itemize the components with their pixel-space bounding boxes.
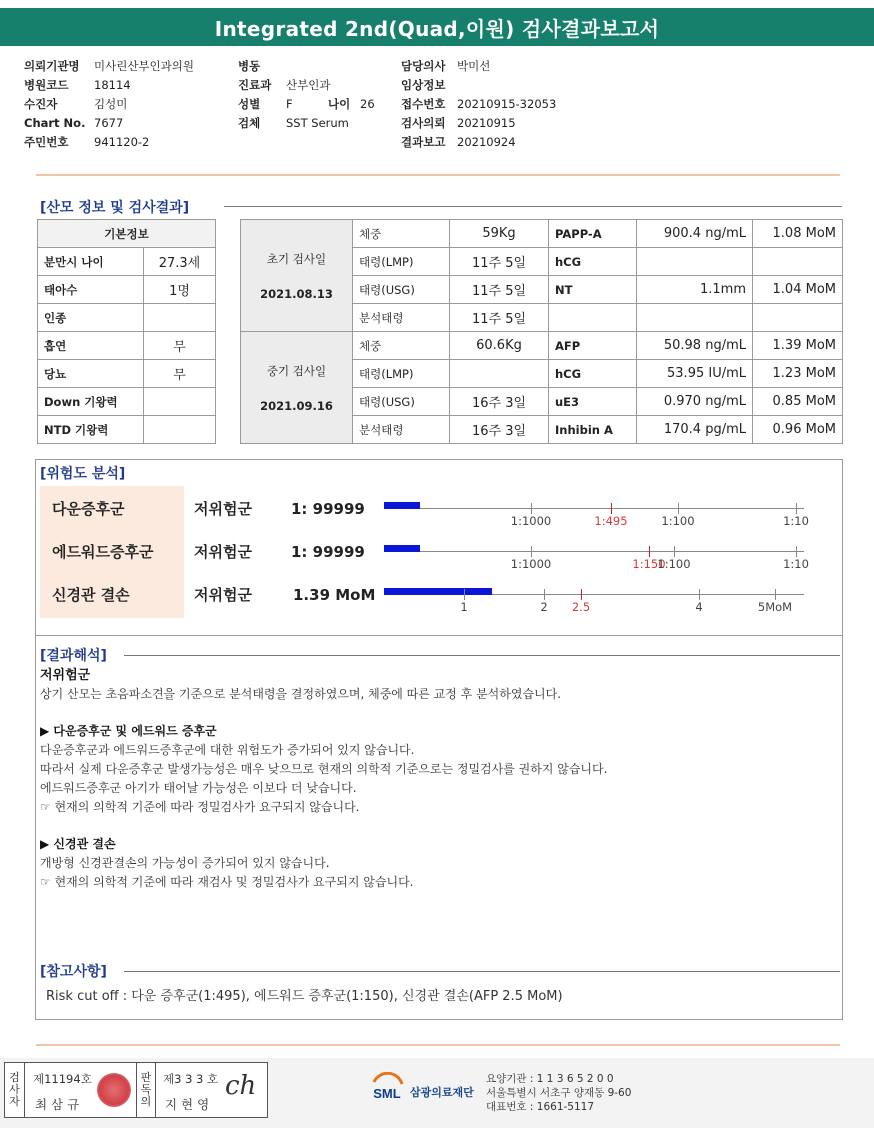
- table-cell: 인종: [38, 304, 144, 332]
- table-cell: [637, 304, 753, 332]
- risk-bar: [384, 502, 420, 509]
- risk-bar: [384, 588, 492, 595]
- period-date: 2021.09.16: [260, 398, 333, 413]
- table-row: [38, 248, 216, 276]
- interp-line: 에드워드증후군 아기가 태어날 가능성은 이보다 더 낮습니다.: [40, 781, 357, 795]
- header-row: [24, 75, 194, 94]
- table-cell: 태령(USG): [353, 276, 450, 304]
- table-cell: 27.3세: [144, 248, 216, 276]
- table-cell: 1.1mm: [637, 276, 753, 304]
- section-rule: [124, 971, 840, 972]
- table-cell: [144, 304, 216, 332]
- header-row: [24, 132, 194, 151]
- table-cell: hCG: [549, 360, 637, 388]
- section-title-interp: [결과해석]: [40, 645, 109, 665]
- table-cell: 0.85 MoM: [753, 388, 843, 416]
- risk-bar: [384, 545, 420, 552]
- table-cell: 무: [144, 332, 216, 360]
- risk-tick: [678, 503, 679, 514]
- interp-down-title: ▶ 다운증후군 및 에드워드 증후군: [40, 724, 217, 738]
- risk-group: 저위험군: [194, 500, 252, 518]
- header-value: F: [286, 96, 293, 111]
- risk-axis: [384, 508, 804, 509]
- risk-tick: [699, 589, 700, 600]
- risk-tick-label: 4: [695, 600, 703, 614]
- risk-tick-label: 2.5: [571, 600, 591, 614]
- header-value: 박미선: [457, 58, 491, 73]
- table-cell: 1명: [144, 276, 216, 304]
- risk-name: 에드워드증후군: [52, 543, 154, 561]
- header-value: 18114: [94, 77, 131, 92]
- table-row: [38, 276, 216, 304]
- inspector-label-text: 검 사 자: [9, 1071, 20, 1108]
- table-cell: 1.39 MoM: [753, 332, 843, 360]
- table-cell: [450, 360, 549, 388]
- risk-tick-label: 5MoM: [757, 600, 793, 614]
- header-label: 검체: [238, 115, 261, 130]
- risk-group: 저위험군: [194, 586, 252, 604]
- risk-tick-label: 1:100: [661, 514, 695, 528]
- header-label: 병원코드: [24, 77, 69, 92]
- header-label: 주민번호: [24, 134, 69, 149]
- table-cell: 태령(LMP): [353, 360, 450, 388]
- risk-tick-label: 1:10: [783, 514, 809, 528]
- risk-tick-label: 1:10: [783, 557, 809, 571]
- period-cell: [241, 332, 353, 444]
- table-cell: 체중: [353, 220, 450, 248]
- risk-tick: [674, 546, 675, 557]
- header-value: SST Serum: [286, 115, 349, 130]
- table-cell: 0.96 MoM: [753, 416, 843, 444]
- risk-tick: [531, 546, 532, 557]
- table-cell: 1.08 MoM: [753, 220, 843, 248]
- table-cell: NT: [549, 276, 637, 304]
- header-row: [401, 113, 556, 132]
- header-label: 담당의사: [401, 58, 446, 73]
- table-cell: Down 기왕력: [38, 388, 144, 416]
- table-cell: 태령(LMP): [353, 248, 450, 276]
- table-cell: 태아수: [38, 276, 144, 304]
- org-info-line: 요양기관 : 1 1 3 6 5 2 0 0: [486, 1073, 614, 1085]
- org-name: 삼광의료재단: [410, 1086, 474, 1099]
- logo-text: SML: [373, 1086, 401, 1101]
- table-cell: [144, 416, 216, 444]
- risk-name: 신경관 결손: [52, 586, 130, 604]
- header-row: [24, 113, 194, 132]
- period-label: 초기 검사일: [266, 251, 327, 266]
- table-cell: 분석태령: [353, 304, 450, 332]
- interp-line: ☞ 현재의 의학적 기준에 따라 정밀검사가 요구되지 않습니다.: [40, 800, 360, 814]
- risk-tick: [649, 546, 650, 557]
- table-cell: 170.4 pg/mL: [637, 416, 753, 444]
- table-cell: 1.04 MoM: [753, 276, 843, 304]
- table-row: [38, 360, 216, 388]
- interp-line: 따라서 실제 다운증후군 발생가능성은 매우 낮으므로 현재의 의학적 기준으로는 정밀검사를 권하지 않습니다.: [40, 762, 608, 776]
- org-info-line: 서울특별시 서초구 양재동 9-60: [486, 1087, 632, 1099]
- table-row: [241, 332, 843, 360]
- table-cell: 태령(USG): [353, 388, 450, 416]
- header-value: 20210915-32053: [457, 96, 557, 111]
- risk-tick: [796, 546, 797, 557]
- table-cell: NTD 기왕력: [38, 416, 144, 444]
- period-cell: [241, 220, 353, 332]
- table-cell: 50.98 ng/mL: [637, 332, 753, 360]
- table-cell: hCG: [549, 248, 637, 276]
- table-cell: 흡연: [38, 332, 144, 360]
- header-value: 미사린산부인과의원: [94, 58, 194, 73]
- header-row: [24, 56, 194, 75]
- inspector-name: 최 삼 규: [35, 1097, 80, 1112]
- section-title-risk: [위험도 분석]: [40, 463, 127, 483]
- risk-tick-label: 1:495: [594, 514, 628, 528]
- interp-line: 다운증후군과 에드워드증후군에 대한 위험도가 증가되어 있지 않습니다.: [40, 743, 415, 757]
- header-value: 산부인과: [286, 77, 331, 92]
- header-label: 의뢰기관명: [24, 58, 80, 73]
- section-rule: [224, 206, 842, 207]
- signature-icon: ch: [225, 1071, 257, 1101]
- reviewer-name: 지 현 영: [165, 1097, 210, 1112]
- header-col-dept: [238, 56, 375, 132]
- interp-line: ☞ 현재의 의학적 기준에 따라 재검사 및 정밀검사가 요구되지 않습니다.: [40, 875, 414, 889]
- table-cell: 1.23 MoM: [753, 360, 843, 388]
- risk-value: 1: 99999: [291, 500, 365, 518]
- header-row: [238, 94, 375, 113]
- interp-text: [40, 666, 607, 892]
- header-value: 20210924: [457, 134, 516, 149]
- table-cell: [549, 304, 637, 332]
- risk-tick-label: 2: [540, 600, 548, 614]
- seal-stamp-icon: [97, 1073, 131, 1107]
- period-label: 중기 검사일: [266, 363, 327, 378]
- table-cell: 11주 5일: [450, 248, 549, 276]
- inspector-number: 제11194호: [33, 1072, 92, 1086]
- risk-tick-label: 1: [460, 600, 468, 614]
- risk-axis: [384, 551, 804, 552]
- table-row: [38, 416, 216, 444]
- risk-tick: [581, 589, 582, 600]
- period-date: 2021.08.13: [260, 286, 333, 301]
- table-cell: 11주 5일: [450, 276, 549, 304]
- table-cell: 900.4 ng/mL: [637, 220, 753, 248]
- table-cell: 11주 5일: [450, 304, 549, 332]
- header-row: [238, 75, 375, 94]
- table-cell: 16주 3일: [450, 388, 549, 416]
- risk-value: 1: 99999: [291, 543, 365, 561]
- table-cell: 당뇨: [38, 360, 144, 388]
- risk-tick-label: 1:1000: [510, 514, 552, 528]
- risk-tick-label: 1:100: [657, 557, 691, 571]
- header-label: 결과보고: [401, 134, 446, 149]
- risk-tick: [796, 503, 797, 514]
- header-value: 김성미: [94, 96, 128, 111]
- header-label: 접수번호: [401, 96, 446, 111]
- table-cell: AFP: [549, 332, 637, 360]
- section-title-ref: [참고사항]: [40, 961, 109, 981]
- section-title-maternal: [산모 정보 및 검사결과]: [40, 197, 191, 217]
- header-label: 병동: [238, 58, 261, 73]
- risk-name: 다운증후군: [52, 500, 125, 518]
- table-cell: 0.970 ng/mL: [637, 388, 753, 416]
- reviewer-number: 제3 3 3 호: [163, 1072, 219, 1086]
- risk-tick-label: 1:1000: [510, 557, 552, 571]
- header-value: 7677: [94, 115, 124, 130]
- table-cell: 16주 3일: [450, 416, 549, 444]
- divider-top: [36, 174, 840, 176]
- section-rule: [124, 655, 840, 656]
- risk-group: 저위험군: [194, 543, 252, 561]
- table-cell: [753, 248, 843, 276]
- risk-tick: [531, 503, 532, 514]
- table-cell: 체중: [353, 332, 450, 360]
- header-value: 941120-2: [94, 134, 150, 149]
- risk-tick: [611, 503, 612, 514]
- interp-intro: 상기 산모는 초음파소견을 기준으로 분석태령을 결정하였으며, 체중에 따른 교정 후 분석하였습니다.: [40, 687, 562, 701]
- table-cell: 53.95 IU/mL: [637, 360, 753, 388]
- table-row: [38, 332, 216, 360]
- reviewer-label: [136, 1063, 156, 1117]
- table-row: [38, 304, 216, 332]
- header-col-report: [401, 56, 556, 151]
- reviewer-label-text: 판 독 의: [140, 1071, 152, 1108]
- interp-line: 개방형 신경관결손의 가능성이 증가되어 있지 않습니다.: [40, 856, 330, 870]
- table-cell: PAPP-A: [549, 220, 637, 248]
- header-row: [238, 113, 375, 132]
- table-cell: [144, 388, 216, 416]
- table-cell: [637, 248, 753, 276]
- org-info-line: 대표번호 : 1661-5117: [486, 1101, 595, 1113]
- table-cell: [753, 304, 843, 332]
- org-info: [486, 1072, 631, 1114]
- report-title: Integrated 2nd(Quad,이원) 검사결과보고서: [0, 8, 874, 46]
- table-cell: uE3: [549, 388, 637, 416]
- risk-value: 1.39 MoM: [293, 586, 376, 604]
- header-row: [401, 75, 556, 94]
- header-row: [238, 56, 375, 75]
- header-label: 임상정보: [401, 77, 446, 92]
- header-label: 검사의뢰: [401, 115, 446, 130]
- interp-ntd-title: ▶ 신경관 결손: [40, 837, 116, 851]
- sml-logo-icon: [368, 1072, 406, 1110]
- table-cell: 분석태령: [353, 416, 450, 444]
- divider-bottom: [36, 1044, 840, 1046]
- risk-tick-label: 1:150: [632, 557, 666, 571]
- basic-info-table: [37, 219, 216, 444]
- header-row: [401, 56, 556, 75]
- header-label: 진료과: [238, 77, 272, 92]
- header-label: 나이: [328, 96, 351, 111]
- inspector-label: [5, 1063, 25, 1117]
- header-label: 성별: [238, 96, 261, 111]
- header-label: 수진자: [24, 96, 58, 111]
- table-cell: 분만시 나이: [38, 248, 144, 276]
- header-label: Chart No.: [24, 115, 86, 130]
- table-cell: 60.6Kg: [450, 332, 549, 360]
- header-row: [401, 132, 556, 151]
- risk-tick: [775, 589, 776, 600]
- header-row: [24, 94, 194, 113]
- header-value: 26: [360, 96, 375, 111]
- interp-heading: 저위험군: [40, 668, 91, 683]
- header-col-patient: [24, 56, 194, 151]
- table-row: [38, 388, 216, 416]
- table-cell: 59Kg: [450, 220, 549, 248]
- risk-tick: [464, 589, 465, 600]
- table-row: [241, 220, 843, 248]
- risk-tick: [544, 589, 545, 600]
- reference-text: Risk cut off : 다운 증후군(1:495), 에드워드 증후군(1:150), 신경관 결손(AFP 2.5 MoM): [46, 989, 563, 1004]
- test-results-table: [240, 219, 843, 444]
- table-cell: 무: [144, 360, 216, 388]
- header-value: 20210915: [457, 115, 516, 130]
- signature-box: [4, 1062, 268, 1118]
- header-row: [401, 94, 556, 113]
- basic-info-header: 기본정보: [38, 220, 216, 248]
- table-cell: Inhibin A: [549, 416, 637, 444]
